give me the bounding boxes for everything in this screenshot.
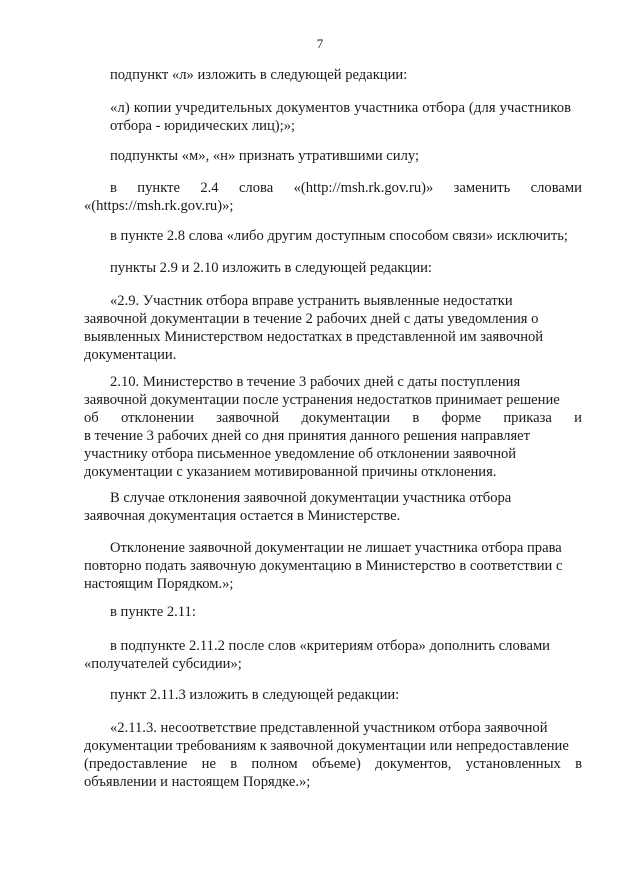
paragraph-subpoint-2-11-2 <box>84 637 582 673</box>
word: пункте <box>137 180 180 196</box>
text-line: пункт 2.11.3 изложить в следующей редакции: <box>110 687 400 703</box>
text-line: заявочной документации в течение 2 рабочих дней с даты уведомления о <box>84 311 539 327</box>
word: словами <box>530 180 582 196</box>
paragraph-subitem-l-text <box>84 99 582 135</box>
text-line: В случае отклонения заявочной документации участника отбора <box>110 490 512 506</box>
page-number: 7 <box>316 36 324 51</box>
text-line: пункты 2.9 и 2.10 изложить в следующей редакции: <box>110 260 432 276</box>
text-segment: «2.9. Участник отбора вправе устранить выявленные недостатки <box>110 293 513 309</box>
text-line: участнику отбора письменное уведомление об отклонении заявочной <box>84 446 517 462</box>
paragraph-points-2-9-2-10-intro <box>84 259 582 277</box>
text-line: в пункте 2.8 слова «либо другим доступным способом связи» исключить; <box>110 228 568 244</box>
text-line <box>84 409 582 427</box>
word: отклонении <box>121 410 194 426</box>
paragraph-point-2-4 <box>84 179 582 215</box>
paragraph-rejection-case <box>84 489 582 525</box>
word: документов, <box>375 756 452 772</box>
text-line <box>84 292 582 310</box>
word: не <box>201 756 216 772</box>
text-line: выявленных Министерством недостатках в представленной им заявочной <box>84 329 544 345</box>
text-line: отбора - юридических лиц);»; <box>110 118 296 134</box>
paragraph-subitem-l-intro <box>84 66 582 84</box>
paragraph-subpoint-2-11-3 <box>84 719 582 791</box>
paragraph-subitems-m-n <box>84 147 582 165</box>
word: приказа <box>503 410 552 426</box>
paragraph-point-2-9 <box>84 292 582 364</box>
paragraph-point-2-8 <box>84 227 582 245</box>
text-line: в пункте 2.11: <box>110 604 196 620</box>
paragraph-point-2-10 <box>84 373 582 481</box>
word: «(http://msh.rk.gov.ru)» <box>293 180 434 196</box>
word: заменить <box>453 180 511 196</box>
text-line: настоящим Порядком.»; <box>84 576 234 592</box>
text-line: заявочная документация остается в Министерстве. <box>84 508 401 524</box>
word: заявочной <box>216 410 280 426</box>
text-line: «2.11.3. несоответствие представленной участником отбора заявочной <box>110 720 548 736</box>
text-line <box>84 755 582 773</box>
text-line: заявочной документации после устранения недостатков принимает решение <box>84 392 560 408</box>
word: в <box>230 756 238 772</box>
text-line: документации. <box>84 347 177 363</box>
word: форме <box>441 410 482 426</box>
text-line: документации требованиям к заявочной документации или непредоставление <box>84 738 569 754</box>
word: установленных <box>465 756 561 772</box>
word: объеме) <box>311 756 361 772</box>
text-line <box>84 179 582 197</box>
text-line: в подпункте 2.11.2 после слов «критериям отбора» дополнить словами <box>110 638 550 654</box>
text-line: повторно подать заявочную документацию в Министерство в соответствии с <box>84 558 563 574</box>
word: слова <box>238 180 274 196</box>
paragraph-rejection-rights <box>84 539 582 593</box>
text-line: «л) копии учредительных документов участника отбора (для участников <box>110 100 572 116</box>
word: и <box>574 410 582 426</box>
text-line: 2.10. Министерство в течение 3 рабочих дней с даты поступления <box>110 374 521 390</box>
word: в <box>412 410 420 426</box>
word: полном <box>251 756 298 772</box>
paragraph-point-2-11-intro <box>84 603 582 621</box>
paragraph-subpoint-2-11-3-intro <box>84 686 582 704</box>
text-line: документации с указанием мотивированной причины отклонения. <box>84 464 497 480</box>
text-line: в течение 3 рабочих дней со дня принятия данного решения направляет <box>84 428 531 444</box>
word: 2.4 <box>200 180 219 196</box>
text-line: подпункт «л» изложить в следующей редакции: <box>110 67 408 83</box>
word: об <box>84 410 99 426</box>
word: документации <box>301 410 391 426</box>
word: (предоставление <box>84 756 188 772</box>
text-line: подпункты «м», «н» признать утратившими силу; <box>110 148 420 164</box>
word: в <box>575 756 582 772</box>
text-line: «(https://msh.rk.gov.ru)»; <box>84 198 234 214</box>
text-line: «получателей субсидии»; <box>84 656 242 672</box>
text-line: объявлении и настоящем Порядке.»; <box>84 774 311 790</box>
word: в <box>110 180 117 196</box>
text-line: Отклонение заявочной документации не лишает участника отбора права <box>110 540 562 556</box>
